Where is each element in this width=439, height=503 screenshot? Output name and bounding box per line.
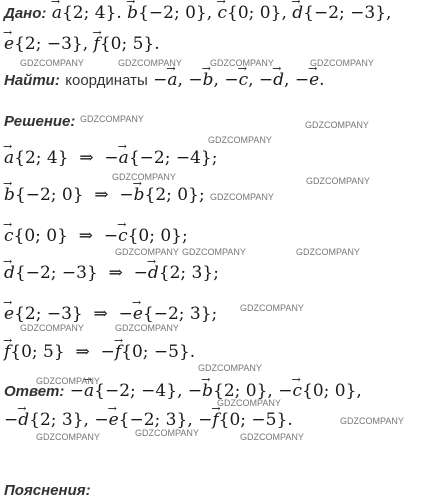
minus-sign: − (278, 381, 293, 401)
vector-a: → a (84, 380, 94, 402)
vector-c: → c (239, 69, 249, 91)
minus-sign: − (4, 410, 19, 430)
vector-a: → a (167, 69, 177, 91)
find-label: Найти: (4, 72, 60, 89)
vector-d: → d (273, 69, 284, 91)
coords-c: {0; 0} (13, 226, 68, 246)
solution-line-f: → f{0; 5} ⇒ −→ f{0; −5}. (4, 341, 195, 363)
watermark: GDZCOMPANY (210, 192, 274, 202)
vector-e: → e (4, 303, 14, 325)
minus-sign: − (133, 263, 148, 283)
watermark: GDZCOMPANY (36, 432, 100, 442)
answer-f: {0; −5} (218, 410, 288, 430)
minus-sign: − (294, 70, 310, 90)
vector-e: → e (309, 69, 319, 91)
vector-c: → c (292, 380, 302, 402)
solution-line-b: → b{−2; 0} ⇒ −→ b{2; 0}; (4, 184, 205, 206)
implies-sign: ⇒ (108, 263, 123, 283)
watermark: GDZCOMPANY (210, 58, 274, 68)
implies-sign: ⇒ (79, 148, 94, 168)
given-a-coords: {2; 4} (61, 3, 117, 23)
neg-coords-b: {2; 0} (144, 185, 199, 205)
watermark: GDZCOMPANY (240, 432, 304, 442)
explanation-heading (4, 479, 91, 502)
watermark: GDZCOMPANY (36, 376, 100, 386)
vector-d: → d (18, 409, 29, 431)
minus-sign: − (153, 70, 168, 90)
solution-label: Решение: (4, 113, 76, 130)
minus-sign: − (258, 70, 274, 90)
minus-sign: − (188, 70, 203, 90)
minus-sign: − (100, 342, 115, 362)
implies-sign: ⇒ (75, 342, 90, 362)
given-line-2: → e{2; −3}, → f{0; 5}. (4, 33, 160, 55)
watermark: GDZCOMPANY (305, 120, 369, 130)
minus-sign: − (224, 70, 239, 90)
watermark: GDZCOMPANY (217, 398, 281, 408)
solution-line-a: → a{2; 4} ⇒ −→ a{−2; −4}; (4, 147, 217, 169)
explanation-label: Пояснения: (4, 482, 91, 499)
vector-b: → b (4, 184, 15, 206)
implies-sign: ⇒ (94, 185, 109, 205)
minus-sign: − (118, 304, 133, 324)
watermark: GDZCOMPANY (340, 416, 404, 426)
watermark: GDZCOMPANY (80, 114, 144, 124)
watermark: GDZCOMPANY (182, 247, 246, 257)
solution-line-c: → c{0; 0} ⇒ −→ c{0; 0}; (4, 225, 188, 247)
minus-sign: − (119, 185, 134, 205)
answer-line-2: −→ d{2; 3}, −→ e{−2; 3}, −→ f{0; −5}. (4, 409, 293, 431)
vector-c: → c (4, 225, 14, 247)
solution-heading (4, 110, 75, 133)
neg-coords-e: {−2; 3} (142, 304, 212, 324)
coords-e: {2; −3} (14, 304, 83, 324)
given-c-coords: {0; 0} (227, 3, 282, 23)
implies-sign: ⇒ (78, 226, 93, 246)
given-label: Дано: (4, 5, 47, 22)
vector-b: → b (127, 2, 138, 24)
answer-line-1: Ответ: −→ a{−2; −4}, −→ b{2; 0}, −→ c{0; 0}, (4, 380, 362, 403)
vector-b: → b (203, 69, 214, 91)
answer-e: {−2; 3} (118, 410, 188, 430)
watermark: GDZCOMPANY (118, 58, 182, 68)
given-d-coords: {−2; −3} (303, 3, 387, 23)
answer-b: {2; 0} (213, 381, 268, 401)
answer-d: {2; 3} (29, 410, 84, 430)
coords-a: {2; 4} (14, 148, 69, 168)
vector-c: → c (118, 225, 128, 247)
neg-coords-c: {0; 0} (127, 226, 182, 246)
vector-f: → f (4, 341, 10, 363)
vector-e: → e (109, 409, 119, 431)
implies-sign: ⇒ (93, 304, 108, 324)
watermark: GDZCOMPANY (306, 176, 370, 186)
minus-sign: − (104, 148, 119, 168)
minus-sign: − (103, 226, 119, 246)
vector-b: → b (134, 184, 145, 206)
vector-a: → a (119, 147, 129, 169)
solution-line-e: → e{2; −3} ⇒ −→ e{−2; 3}; (4, 303, 217, 325)
given-line-1: Дано: → a{2; 4}. → b{−2; 0}, → c{0; 0}, → d{−2; −3}, (4, 2, 391, 25)
watermark: GDZCOMPANY (135, 428, 199, 438)
vector-c: → c (218, 2, 228, 24)
answer-c: {0; 0} (302, 381, 357, 401)
watermark: GDZCOMPANY (296, 247, 360, 257)
given-b-coords: {−2; 0} (138, 3, 207, 23)
coords-d: {−2; −3} (14, 263, 98, 283)
vector-f: → f (115, 341, 121, 363)
find-text: координаты (65, 72, 148, 89)
vector-a: → a (4, 147, 14, 169)
watermark: GDZCOMPANY (208, 135, 272, 145)
watermark: GDZCOMPANY (198, 363, 262, 373)
neg-coords-f: {0; −5} (121, 342, 190, 362)
vector-f: → f (212, 409, 218, 431)
vector-a: → a (52, 2, 62, 24)
watermark: GDZCOMPANY (20, 58, 84, 68)
minus-sign: − (187, 381, 203, 401)
neg-coords-d: {2; 3} (158, 263, 214, 283)
vector-e: → e (133, 303, 143, 325)
answer-label: Ответ: (4, 383, 65, 400)
watermark: GDZCOMPANY (112, 172, 176, 182)
solution-line-d: → d{−2; −3} ⇒ −→ d{2; 3}; (4, 262, 219, 284)
minus-sign: − (198, 410, 213, 430)
vector-d: → d (292, 2, 303, 24)
given-e-coords: {2; −3} (14, 34, 83, 54)
find-line: Найти: координаты −→ a, −→ b, −→ c, −→ d, −→ e. (4, 69, 325, 92)
vector-d: → d (148, 262, 159, 284)
given-f-coords: {0; 5} (99, 34, 155, 54)
watermark: GDZCOMPANY (115, 247, 179, 257)
coords-b: {−2; 0} (14, 185, 84, 205)
minus-sign: − (69, 381, 85, 401)
vector-d: → d (4, 262, 15, 284)
minus-sign: − (94, 410, 109, 430)
watermark: GDZCOMPANY (310, 58, 374, 68)
coords-f: {0; 5} (10, 342, 65, 362)
vector-f: → f (94, 33, 100, 55)
vector-e: → e (4, 33, 14, 55)
vector-b: → b (202, 380, 213, 402)
answer-a: {−2; −4} (94, 381, 178, 401)
watermark: GDZCOMPANY (115, 323, 179, 333)
watermark: GDZCOMPANY (240, 303, 304, 313)
neg-coords-a: {−2; −4} (128, 148, 212, 168)
watermark: GDZCOMPANY (20, 323, 84, 333)
